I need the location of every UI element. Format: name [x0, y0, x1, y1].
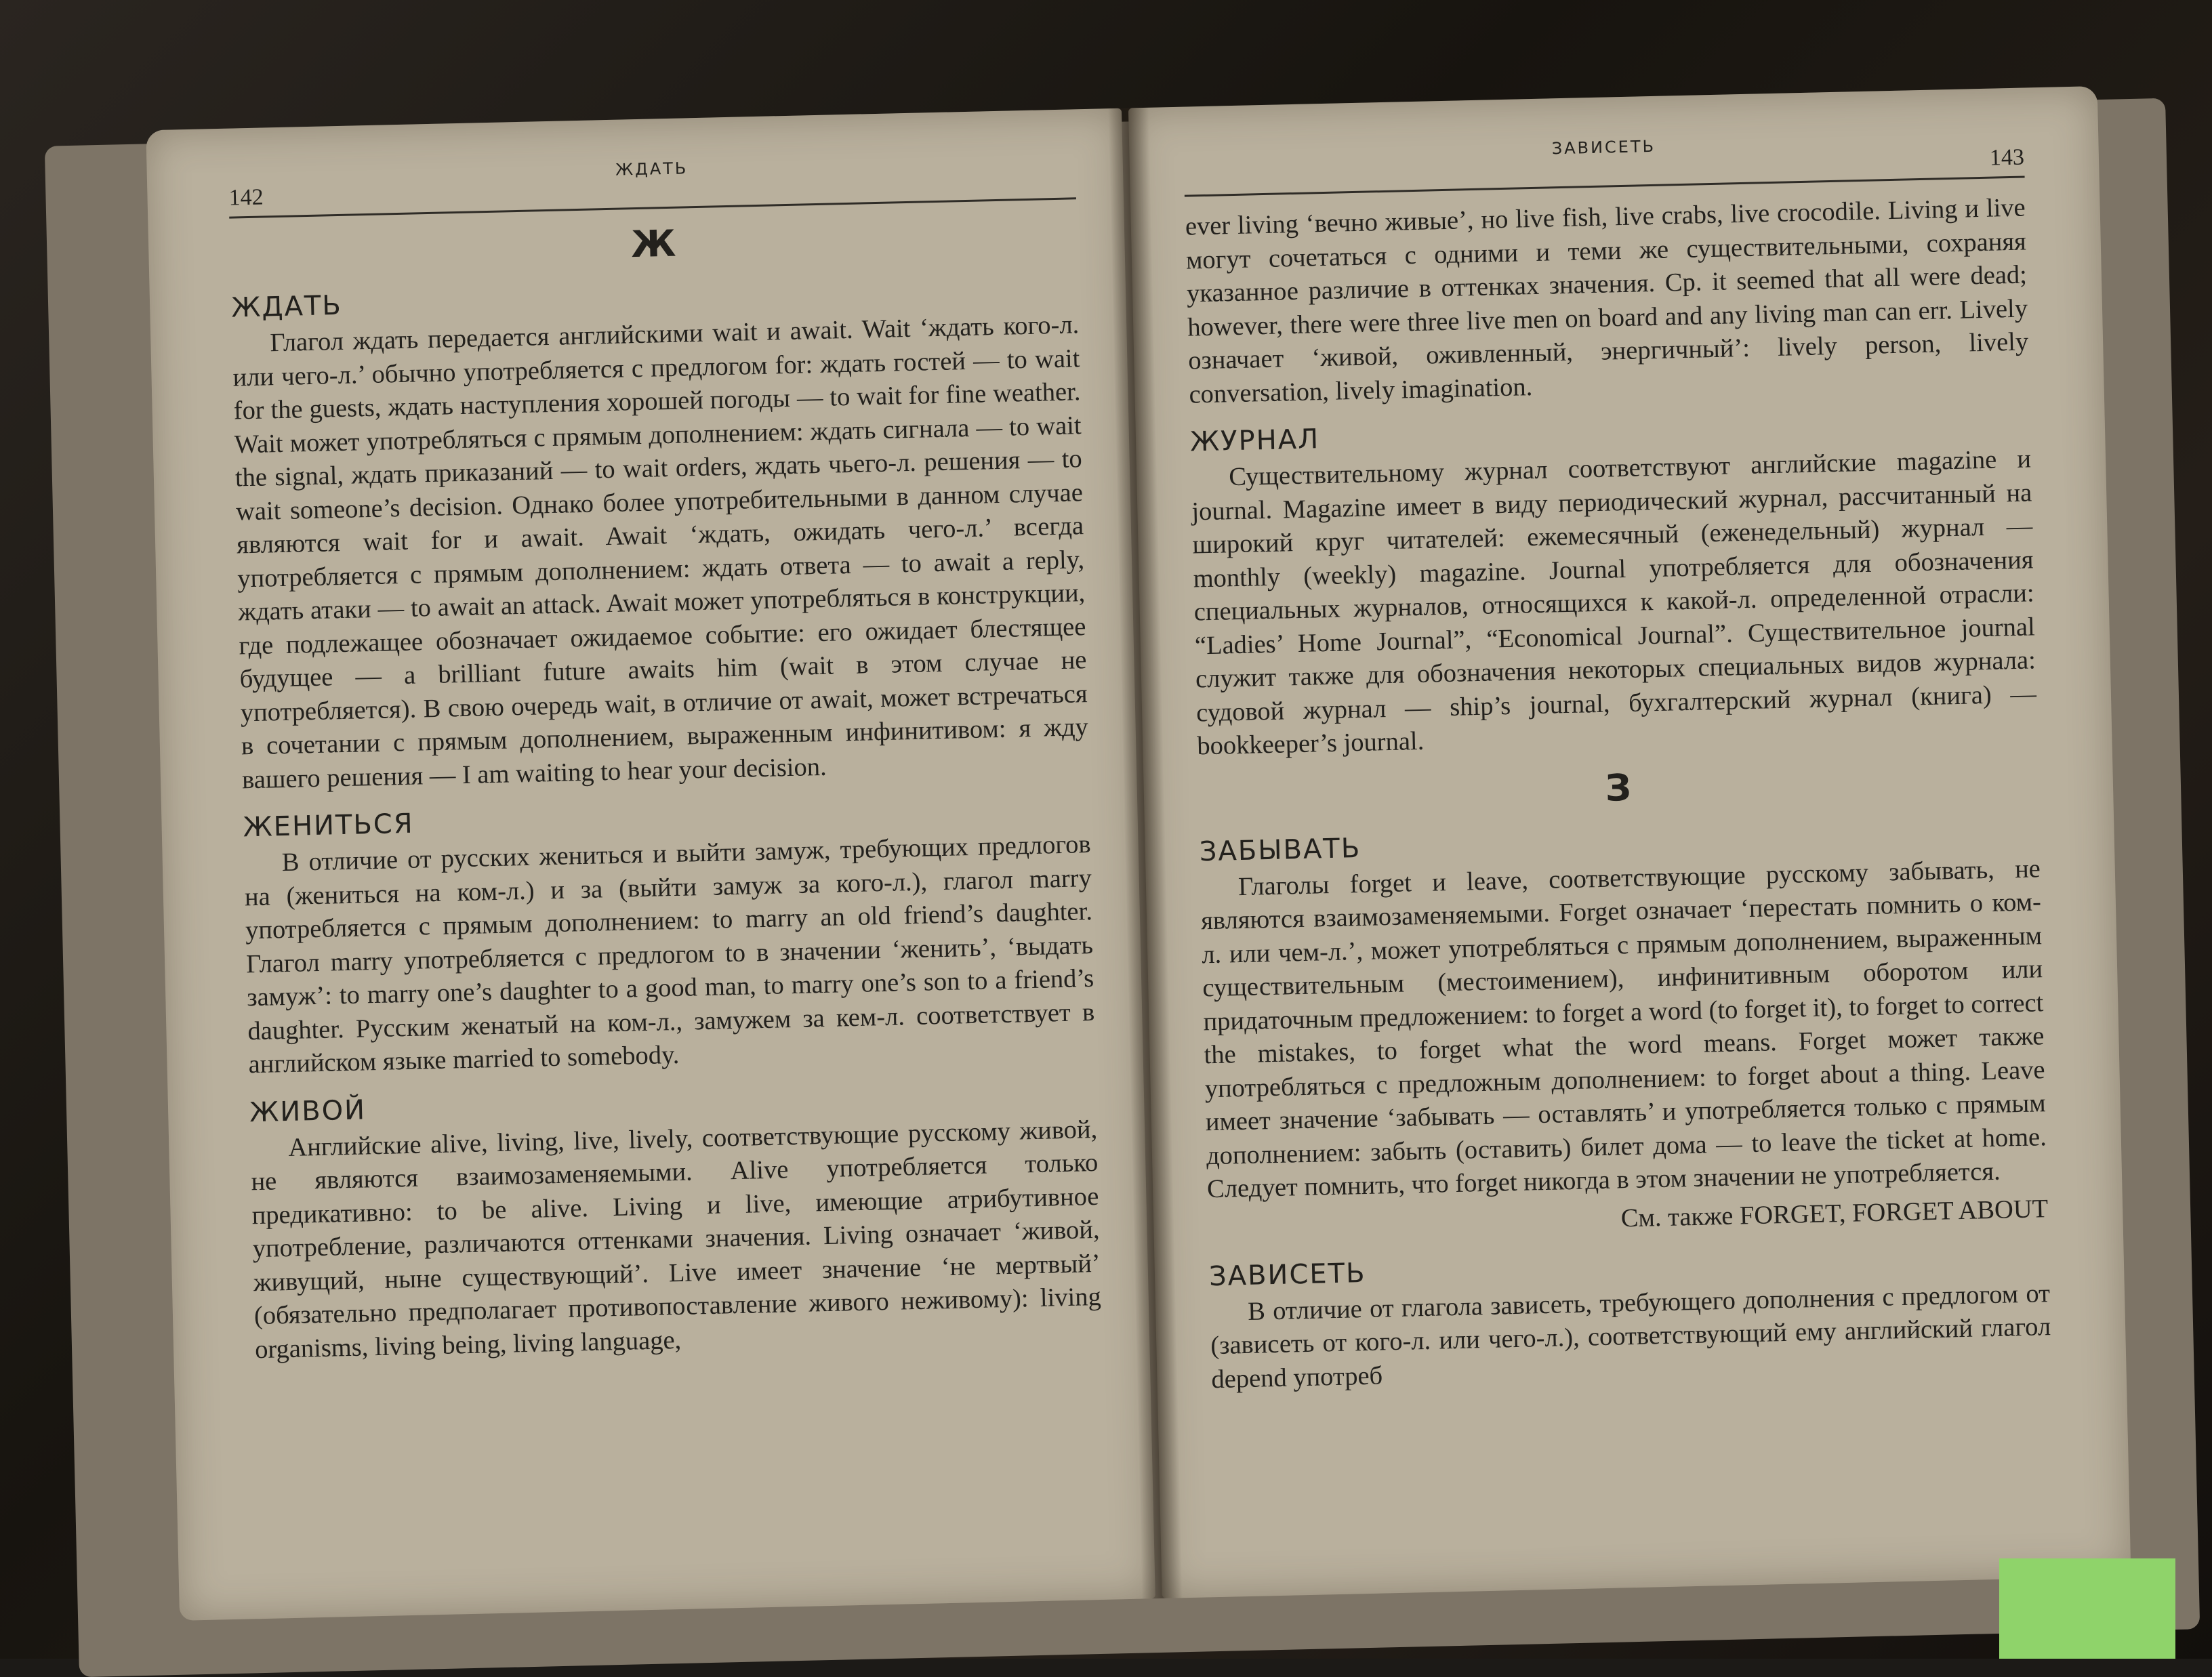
open-book — [43, 58, 2199, 1657]
see-also-reference: См. также FORGET, FORGET ABOUT — [1620, 1194, 2049, 1233]
section-letter-z: З — [1604, 766, 1632, 810]
entry-text-zabyvat: Глаголы forget и leave, соответствующие русскому забывать, не являются взаимозаменяемыми. Forget означает ‘перестать помнить о ком-л. или чем-л.’, может употребляться с прямым дополнением, выраженным существительным (местоимением), инфинитивным оборотом или придаточным предложением: to forget a word (to forget it), to forget to correct the mistakes, to forget what the word means. Forget может также употребляться с предложным дополнением: to forget about a thing. Leave имеет значение ‘забывать — оставлять’ и употребляется только с прямым дополнением: забыть (оставить) билет дома — to leave the ticket at home. Следует помнить, что forget никогда в этом значении не употребляется. — [1200, 854, 2047, 1204]
entry-headword-zhivoy: ЖИВОЙ — [249, 1094, 367, 1128]
entry-headword-zhenitsya: ЖЕНИТЬСЯ — [243, 808, 415, 844]
entry-headword-zhurnal: ЖУРНАЛ — [1189, 423, 1320, 458]
entry-text-zhdat: Глагол ждать передается английскими wait и await. Wait ‘ждать кого-л. или чего-л.’ обычно употребляется с предлогом for: ждать гостей — to wait for the guests, ждать наступления хорошей погоды — to wait for fine weather. Wait может употребляться с прямым дополнением: ждать сигнала — to wait the signal, ждать приказаний — to wait orders, ждать чьего-л. решения — to wait someone’s decision. Однако более употребительными в данном случае являются wait for и await. Await ‘ждать, ожидать чего-л.’ всегда употребляется с прямым дополнением: ждать ответа — to await a reply, ждать атаки — to await an attack. Await может употребляться в конструкции, где подлежащее обозначает ожидаемое событие: его ожидает блестящее будущее — a brilliant future awaits him (wait в этом случае не употребляется). В свою очередь wait, в отличие от await, может встречаться в сочетании с прямым дополнением, выраженным инфинитивом: я жду вашего решения — I am waiting to hear your decision. — [232, 310, 1089, 794]
entry-text-zhurnal: Существительному журнал соответствуют английские magazine и journal. Magazine имеет в виду периодический журнал, рассчитанный на широкий круг читателей: ежемесячный (еженедельный) журнал — monthly (weekly) magazine. Journal употребляется для обозначения специальных журналов, относящихся к какой-л. определенной отрасли: “Ladies’ Home Journal”, “Economical Journal”. Существительное journal служит также для обозначения некоторых специальных видов журнала: судовой журнал — ship’s journal, бухгалтерский журнал (книга) — bookkeeper’s journal. — [1191, 444, 2037, 761]
entry-text-zhenitsya: В отличие от русских жениться и выйти замуж, требующих предлогов на (жениться на ком-л.) и за (выйти замуж за кого-л.), глагол marry употребляется с прямым дополнением: to marry an old friend’s daughter. Глагол marry употребляется с предлогом to в значении ‘женить’, ‘выдать замуж’: to marry one’s daughter to a good man, to marry one’s son to a friend’s daughter. Русским женатый на ком-л., замужем за кем-л. соответствует в английском языке married to somebody. — [244, 830, 1095, 1079]
green-paper-corner — [1999, 1558, 2175, 1659]
right-header-word: ЗАВИСЕТЬ — [1551, 136, 1656, 159]
entry-text-zhivoy-continued: ever living ‘вечно живые’, но live fish, live crabs, live crocodile. Living и live могут сочетаться с одними и теми же существительными, сохраняя указанное различие в оттенках значения. Ср. it seemed that all were dead; however, there were three live men on board and any living man can err. Lively означает ‘живой, оживленный, энергичный’: lively person, lively conversation, lively imagination. — [1185, 193, 2029, 409]
right-page-number: 143 — [1989, 144, 2025, 171]
left-page — [146, 108, 1155, 1621]
left-page-number: 142 — [228, 184, 264, 211]
right-running-head — [1183, 129, 2024, 197]
entry-text-zaviset: В отличие от глагола зависеть, требующего дополнения с предлогом от (зависеть от кого-л. или чего-л.), соответствующий ему английский глагол depend употреб — [1210, 1279, 2051, 1394]
left-header-word: ЖДАТЬ — [615, 159, 689, 180]
right-page — [1128, 86, 2131, 1598]
entry-text-zhivoy: Английские alive, living, live, lively, соответствующие русскому живой, не являются взаимозаменяемыми. Alive употребляется только предикативно: to be alive. Living и live, имеющие атрибутивное употребление, различаются оттенками значения. Living означает ‘живой, живущий, ныне существующий’. Live имеет значение ‘не мертвый’ (обязательно предполагает противопоставление живого неживому): living organisms, living being, living language, — [251, 1115, 1102, 1364]
section-letter-zh: Ж — [630, 222, 677, 266]
entry-headword-zabyvat: ЗАБЫВАТЬ — [1199, 832, 1361, 867]
entry-headword-zhdat: ЖДАТЬ — [230, 289, 343, 324]
left-running-head — [228, 150, 1076, 218]
entry-headword-zaviset: ЗАВИСЕТЬ — [1208, 1257, 1366, 1292]
